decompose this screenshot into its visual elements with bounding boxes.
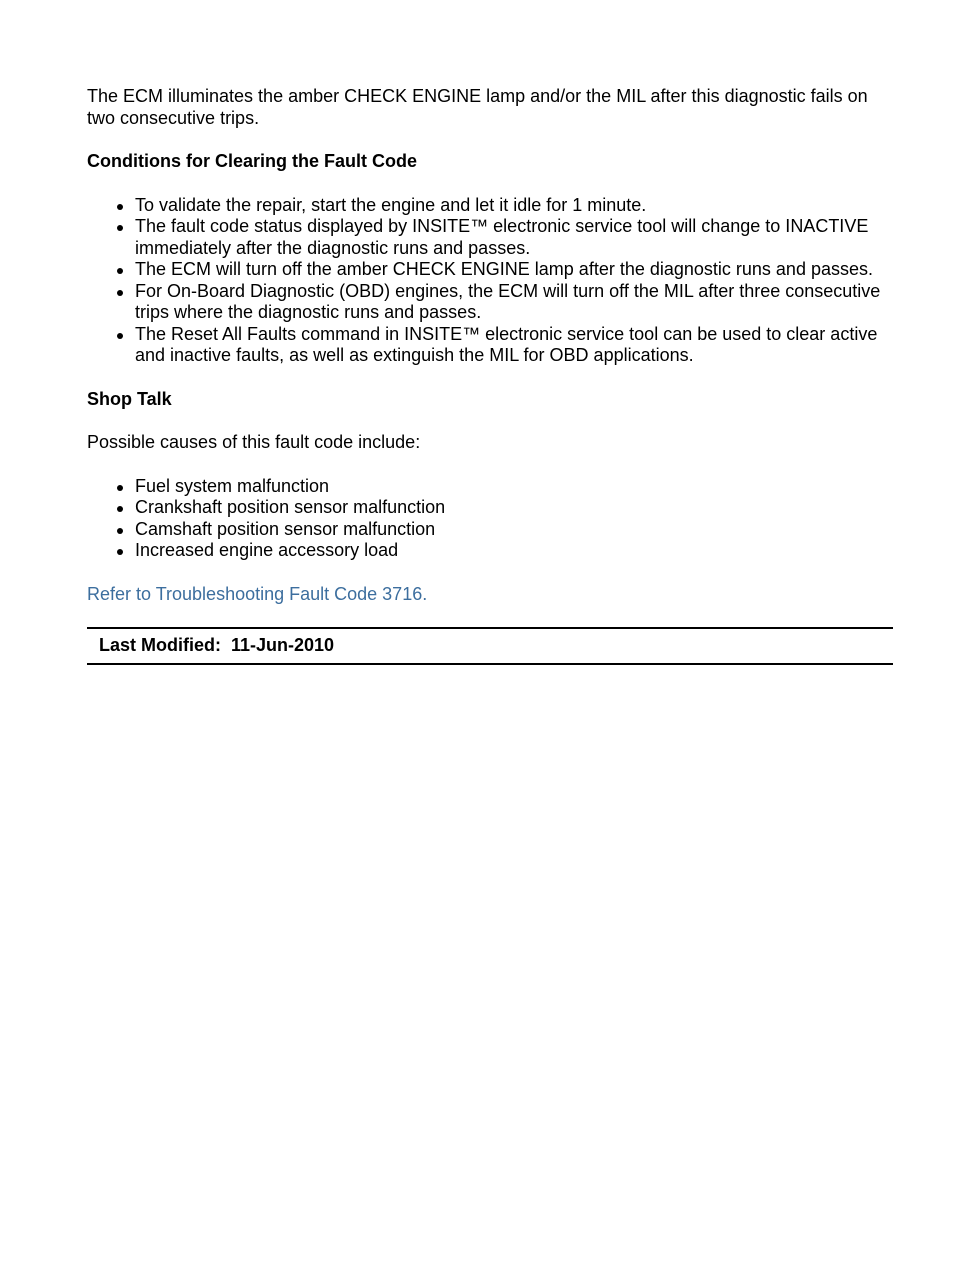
clearing-list — [87, 195, 893, 367]
list-item: To validate the repair, start the engine and let it idle for 1 minute. — [135, 195, 893, 217]
intro-paragraph: The ECM illuminates the amber CHECK ENGINE lamp and/or the MIL after this diagnostic fails on two consecutive trips. — [87, 86, 868, 128]
shop-talk-heading: Shop Talk — [87, 388, 172, 409]
list-item: Increased engine accessory load — [135, 540, 893, 562]
list-item: For On-Board Diagnostic (OBD) engines, the ECM will turn off the MIL after three consecutive trips where the diagnostic runs and passes. — [135, 281, 893, 324]
last-modified-label: Last Modified: — [99, 635, 221, 656]
list-item: The ECM will turn off the amber CHECK ENGINE lamp after the diagnostic runs and passes. — [135, 259, 893, 281]
list-item: Fuel system malfunction — [135, 476, 893, 498]
list-item: Camshaft position sensor malfunction — [135, 519, 893, 541]
clearing-heading: Conditions for Clearing the Fault Code — [87, 151, 417, 171]
document-page — [87, 86, 893, 665]
last-modified-bar — [87, 627, 893, 665]
last-modified-date: 11-Jun-2010 — [231, 635, 335, 656]
list-item: The Reset All Faults command in INSITE™ electronic service tool can be used to clear active and inactive faults, as well as extinguish the MIL for OBD applications. — [135, 324, 893, 367]
troubleshooting-reference-link[interactable]: Refer to Troubleshooting Fault Code 3716. — [87, 583, 428, 604]
list-item: The fault code status displayed by INSITE™ electronic service tool will change to INACTIVE immediately after the diagnostic runs and passes. — [135, 216, 893, 259]
list-item: Crankshaft position sensor malfunction — [135, 497, 893, 519]
causes-list — [87, 476, 893, 562]
causes-intro: Possible causes of this fault code include: — [87, 432, 421, 452]
